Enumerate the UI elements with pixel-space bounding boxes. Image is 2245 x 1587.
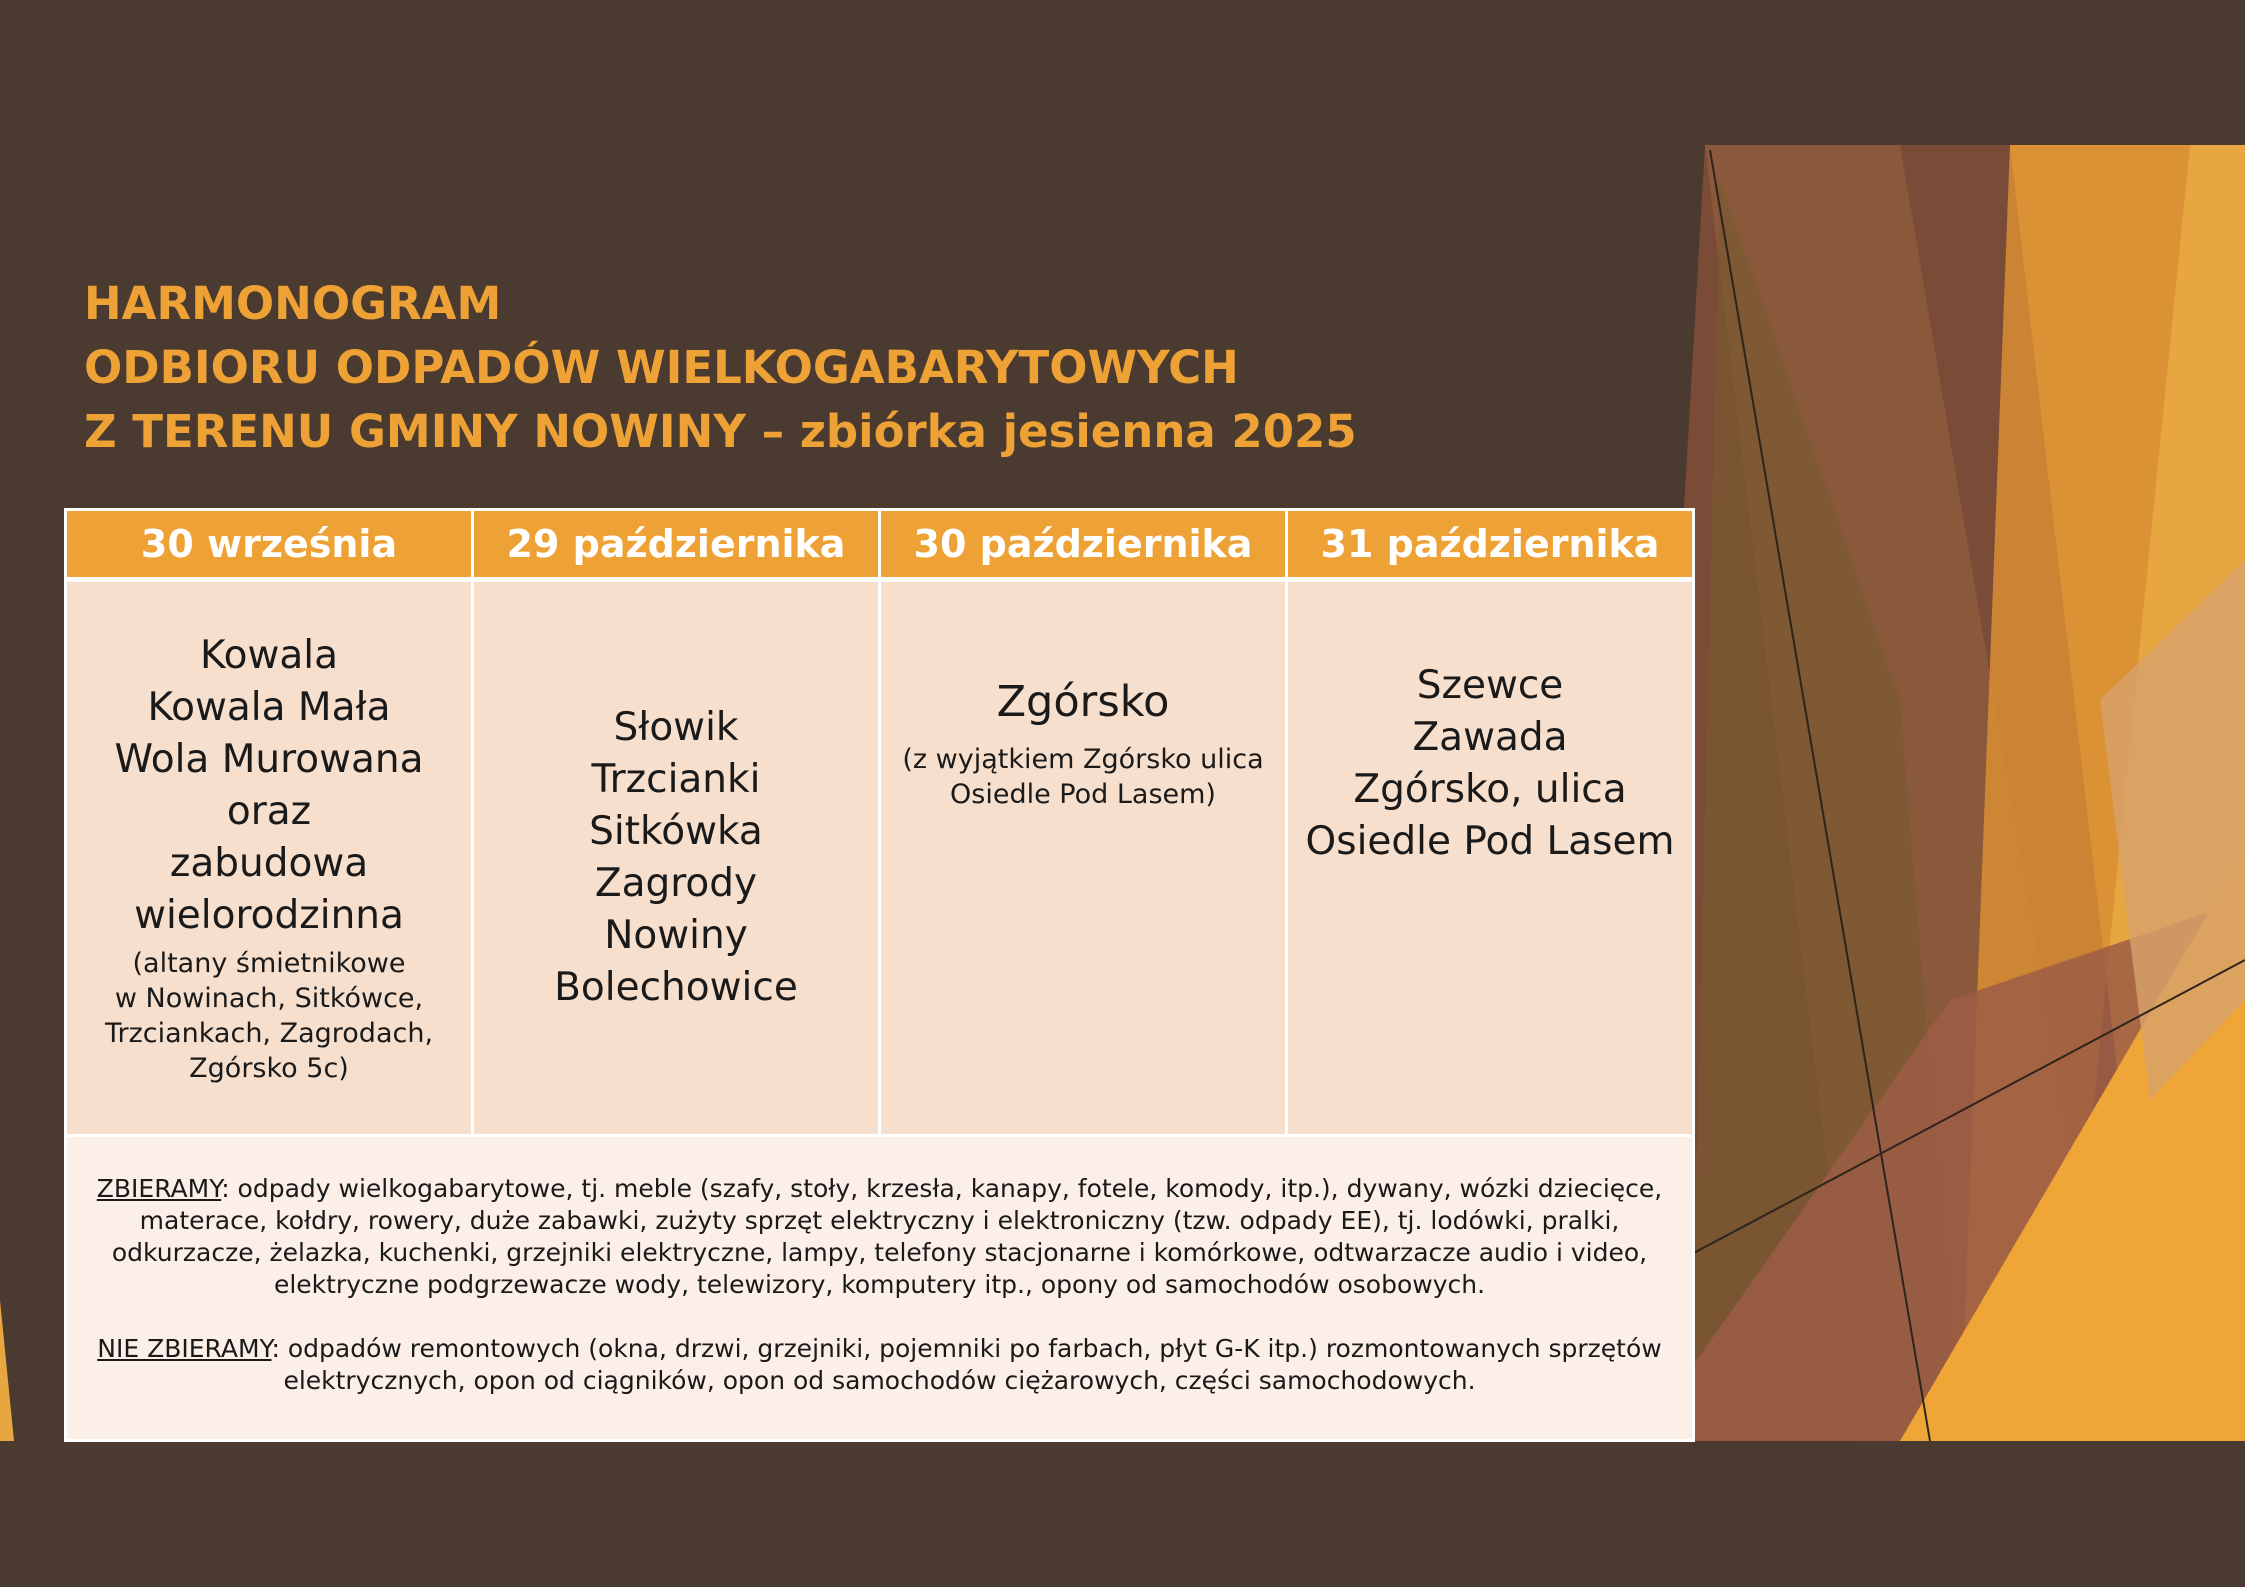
area-note-line: (z wyjątkiem Zgórsko ulica — [902, 744, 1264, 775]
collect-label: ZBIERAMY — [96, 1174, 222, 1203]
area-name: Zawada — [1412, 715, 1568, 760]
title-line-3: Z TERENU GMINY NOWINY – zbiórka jesienna 2025 — [84, 405, 1357, 458]
date-header: 29 października — [473, 510, 880, 580]
areas-cell — [66, 580, 473, 1136]
area-name: Zgórsko — [996, 677, 1170, 727]
not-collect-text: : odpadów remontowych (okna, drzwi, grzejniki, pojemniki po farbach, płyt G-K itp.) rozmontowanych sprzętów elektrycznych, opon od ciągników, opon od samochodów ciężarowych, części samochodowych. — [271, 1334, 1662, 1395]
area-name: Wola Murowana — [114, 737, 424, 782]
area-name: oraz — [226, 789, 312, 834]
date-header: 30 października — [880, 510, 1287, 580]
area-name: Zgórsko, ulica — [1353, 767, 1627, 812]
area-name: Bolechowice — [554, 965, 798, 1010]
area-note-line: Osiedle Pod Lasem) — [950, 779, 1216, 810]
shape-left-sliver — [0, 1300, 14, 1441]
area-name: Szewce — [1416, 663, 1564, 708]
collect-paragraph — [87, 1173, 1672, 1301]
date-header: 31 października — [1287, 510, 1694, 580]
area-name: Nowiny — [604, 913, 748, 958]
schedule-table — [64, 508, 1695, 1442]
area-name: Sitkówka — [589, 809, 763, 854]
area-name: Osiedle Pod Lasem — [1305, 819, 1675, 864]
not-collect-label: NIE ZBIERAMY — [97, 1334, 272, 1363]
info-cell — [66, 1136, 1694, 1441]
not-collect-paragraph — [87, 1333, 1672, 1397]
area-note-line: (altany śmietnikowe — [132, 948, 406, 979]
areas-cell — [1287, 580, 1694, 1136]
area-name: Trzcianki — [591, 757, 761, 802]
area-note-line: Trzciankach, Zagrodach, — [104, 1018, 434, 1049]
date-header: 30 września — [66, 510, 473, 580]
area-name: wielorodzinna — [134, 893, 404, 938]
title-line-2: ODBIORU ODPADÓW WIELKOGABARYTOWYCH — [84, 341, 1239, 394]
area-note-line: w Nowinach, Sitkówce, — [114, 983, 424, 1014]
area-note — [75, 946, 463, 1086]
area-name: Zagrody — [594, 861, 758, 906]
area-name: Kowala Mała — [147, 685, 391, 730]
collect-text: : odpady wielkogabarytowe, tj. meble (szafy, stoły, krzesła, kanapy, fotele, komody, itp.), dywany, wózki dziecięce, materace, kołdry, rowery, duże zabawki, zużyty sprzęt elektryczny i elektroniczny (tzw. odpady EE), tj. lodówki, pralki, odkurzacze, żelazka, kuchenki, grzejniki elektryczne, lampy, telefony stacjonarne i komórkowe, odtwarzacze audio i video, elektryczne podgrzewacze wody, telewizory, komputery itp., opony od samochodów osobowych. — [111, 1174, 1663, 1299]
areas-cell — [473, 580, 880, 1136]
area-name: zabudowa — [169, 841, 369, 886]
area-name: Kowala — [199, 633, 339, 678]
page-title — [84, 272, 1357, 464]
title-line-1: HARMONOGRAM — [84, 277, 502, 330]
date-header-row — [66, 510, 1694, 580]
area-note-line: Zgórsko 5c) — [189, 1053, 349, 1084]
bottom-band — [0, 1441, 2245, 1587]
areas-row — [66, 580, 1694, 1136]
area-name: Słowik — [613, 705, 739, 750]
area-note — [889, 742, 1277, 812]
areas-cell — [880, 580, 1287, 1136]
info-row — [66, 1136, 1694, 1441]
